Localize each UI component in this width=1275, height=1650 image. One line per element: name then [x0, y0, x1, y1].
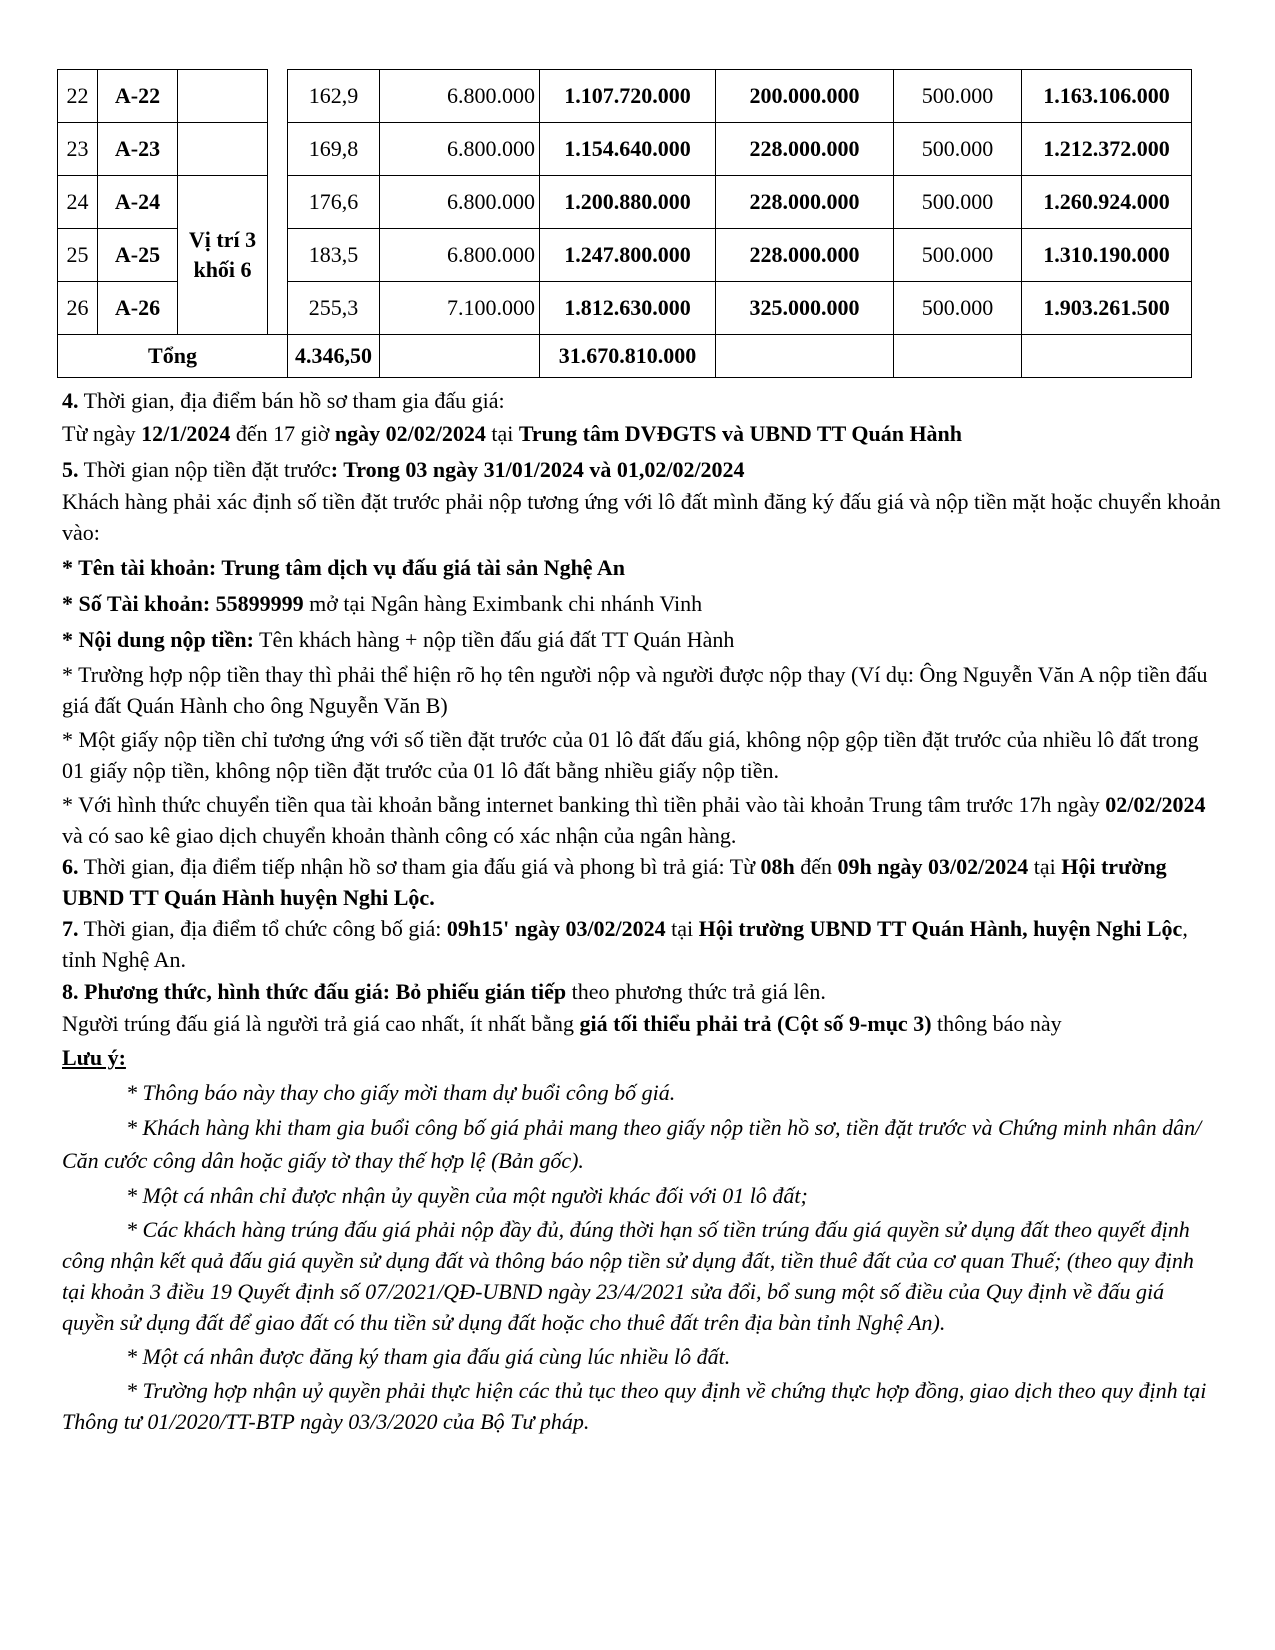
minimum-price-cell: 1.212.372.000	[1022, 123, 1192, 176]
account-number: * Số Tài khoản: 55899999 mở tại Ngân hàng Eximbank chi nhánh Vinh	[62, 591, 703, 616]
location-cell	[178, 70, 268, 123]
deposit-cell: 228.000.000	[716, 176, 894, 229]
total-empty-cell	[716, 335, 894, 378]
lot-id-cell: A-24	[98, 176, 178, 229]
land-value-cell: 1.200.880.000	[540, 176, 716, 229]
unit-price-cell: 6.800.000	[380, 123, 540, 176]
column-gap	[268, 176, 288, 229]
note-1: * Thông báo này thay cho giấy mời tham dự buổi công bố giá.	[126, 1080, 676, 1105]
section-4-heading: 4. Thời gian, địa điểm bán hồ sơ tham gia đấu giá:	[62, 388, 505, 413]
lot-id-cell: A-22	[98, 70, 178, 123]
total-empty-cell	[1022, 335, 1192, 378]
deposit-cell: 200.000.000	[716, 70, 894, 123]
area-cell: 169,8	[288, 123, 380, 176]
column-gap	[268, 282, 288, 335]
document-body	[62, 384, 1222, 1437]
table-row	[58, 123, 1192, 176]
column-gap	[268, 229, 288, 282]
lot-id-cell: A-26	[98, 282, 178, 335]
section-5-bullet-1: * Trường hợp nộp tiền thay thì phải thể hiện rõ họ tên người nộp và người được nộp thay (Ví dụ: Ông Nguyễn Văn A nộp tiền đấu giá đất Quán Hành cho ông Nguyễn Văn B)	[62, 662, 1208, 718]
section-8-heading: 8. Phương thức, hình thức đấu giá: Bỏ phiếu gián tiếp theo phương thức trả giá lên.	[62, 979, 826, 1004]
note-2: * Khách hàng khi tham gia buổi công bố giá phải mang theo giấy nộp tiền hồ sơ, tiền đặt trước và Chứng minh nhân dân/ Căn cước công dân hoặc giấy tờ thay thế hợp lệ (Bản gốc).	[62, 1115, 1202, 1173]
fee-cell: 500.000	[894, 123, 1022, 176]
minimum-price-cell: 1.903.261.500	[1022, 282, 1192, 335]
total-empty-cell	[894, 335, 1022, 378]
area-cell: 255,3	[288, 282, 380, 335]
note-3: * Một cá nhân chỉ được nhận ủy quyền của một người khác đối với 01 lô đất;	[126, 1183, 808, 1208]
stt-cell: 23	[58, 123, 98, 176]
minimum-price-cell: 1.163.106.000	[1022, 70, 1192, 123]
fee-cell: 500.000	[894, 70, 1022, 123]
lot-id-cell: A-25	[98, 229, 178, 282]
column-gap	[268, 70, 288, 123]
minimum-price-cell: 1.310.190.000	[1022, 229, 1192, 282]
unit-price-cell: 6.800.000	[380, 70, 540, 123]
land-value-cell: 1.154.640.000	[540, 123, 716, 176]
fee-cell: 500.000	[894, 229, 1022, 282]
land-value-cell: 1.812.630.000	[540, 282, 716, 335]
table-row	[58, 70, 1192, 123]
deposit-cell: 228.000.000	[716, 229, 894, 282]
fee-cell: 500.000	[894, 176, 1022, 229]
area-cell: 162,9	[288, 70, 380, 123]
location-line-1: Vị trí 3	[188, 227, 257, 252]
deposit-cell: 325.000.000	[716, 282, 894, 335]
section-5-heading: 5. Thời gian nộp tiền đặt trước: Trong 03 ngày 31/01/2024 và 01,02/02/2024	[62, 457, 745, 482]
note-5: * Một cá nhân được đăng ký tham gia đấu giá cùng lúc nhiều lô đất.	[126, 1344, 731, 1369]
stt-cell: 26	[58, 282, 98, 335]
stt-cell: 25	[58, 229, 98, 282]
fee-cell: 500.000	[894, 282, 1022, 335]
unit-price-cell: 6.800.000	[380, 176, 540, 229]
stt-cell: 24	[58, 176, 98, 229]
section-7: 7. Thời gian, địa điểm tổ chức công bố giá: 09h15' ngày 03/02/2024 tại Hội trường UBND TT Quán Hành, huyện Nghi Lộc, tỉnh Nghệ An.	[62, 916, 1188, 972]
total-row	[58, 335, 1192, 378]
notes-heading: Lưu ý:	[62, 1045, 126, 1070]
table-row	[58, 176, 1192, 229]
unit-price-cell: 6.800.000	[380, 229, 540, 282]
total-label: Tổng	[58, 335, 288, 378]
account-name: * Tên tài khoản: Trung tâm dịch vụ đấu giá tài sản Nghệ An	[62, 555, 625, 580]
section-5-bullet-2: * Một giấy nộp tiền chỉ tương ứng với số tiền đặt trước của 01 lô đất đấu giá, không nộp gộp tiền đặt trước của nhiều lô đất trong 01 giấy nộp tiền, không nộp tiền đặt trước của 01 lô đất bằng nhiều giấy nộp tiền.	[62, 727, 1199, 783]
unit-price-cell: 7.100.000	[380, 282, 540, 335]
area-cell: 183,5	[288, 229, 380, 282]
minimum-price-cell: 1.260.924.000	[1022, 176, 1192, 229]
land-lot-table	[57, 69, 1192, 378]
column-gap	[268, 123, 288, 176]
location-cell	[178, 123, 268, 176]
section-5-bullet-3: * Với hình thức chuyển tiền qua tài khoản bằng internet banking thì tiền phải vào tài khoản Trung tâm trước 17h ngày 02/02/2024 và có sao kê giao dịch chuyển khoản thành công có xác nhận của ngân hàng.	[62, 792, 1206, 848]
deposit-cell: 228.000.000	[716, 123, 894, 176]
section-5-paragraph: Khách hàng phải xác định số tiền đặt trước phải nộp tương ứng với lô đất mình đăng ký đấu giá và nộp tiền mặt hoặc chuyển khoản vào:	[62, 489, 1221, 545]
lot-id-cell: A-23	[98, 123, 178, 176]
total-area: 4.346,50	[288, 335, 380, 378]
note-6: * Trường hợp nhận uỷ quyền phải thực hiện các thủ tục theo quy định về chứng thực hợp đồng, giao dịch theo quy định tại Thông tư 01/2020/TT-BTP ngày 03/3/2020 của Bộ Tư pháp.	[62, 1378, 1207, 1434]
land-value-cell: 1.247.800.000	[540, 229, 716, 282]
stt-cell: 22	[58, 70, 98, 123]
total-value: 31.670.810.000	[540, 335, 716, 378]
payment-content: * Nội dung nộp tiền: Tên khách hàng + nộp tiền đấu giá đất TT Quán Hành	[62, 627, 735, 652]
area-cell: 176,6	[288, 176, 380, 229]
land-value-cell: 1.107.720.000	[540, 70, 716, 123]
section-6: 6. Thời gian, địa điểm tiếp nhận hồ sơ tham gia đấu giá và phong bì trả giá: Từ 08h đến 09h ngày 03/02/2024 tại Hội trường UBND TT Quán Hành huyện Nghi Lộc.	[62, 854, 1167, 910]
location-line-2: khối 6	[193, 257, 252, 282]
total-empty-cell	[380, 335, 540, 378]
section-8-paragraph: Người trúng đấu giá là người trả giá cao nhất, ít nhất bằng giá tối thiểu phải trả (Cột số 9-mục 3) thông báo này	[62, 1011, 1062, 1036]
note-4: * Các khách hàng trúng đấu giá phải nộp đầy đủ, đúng thời hạn số tiền trúng đấu giá quyền sử dụng đất theo quyết định công nhận kết quả đấu giá quyền sử dụng đất và thông báo nộp tiền sử dụng đất, tiền thuê đất của cơ quan Thuế; (theo quy định tại khoản 3 điều 19 Quyết định số 07/2021/QĐ-UBND ngày 23/4/2021 sửa đổi, bổ sung một số điều của Quy định về đấu giá quyền sử dụng đất để giao đất có thu tiền sử dụng đất hoặc cho thuê đất trên địa bàn tỉnh Nghệ An).	[62, 1217, 1194, 1335]
location-cell	[178, 176, 268, 335]
section-4-detail: Từ ngày 12/1/2024 đến 17 giờ ngày 02/02/2024 tại Trung tâm DVĐGTS và UBND TT Quán Hành	[62, 421, 963, 446]
